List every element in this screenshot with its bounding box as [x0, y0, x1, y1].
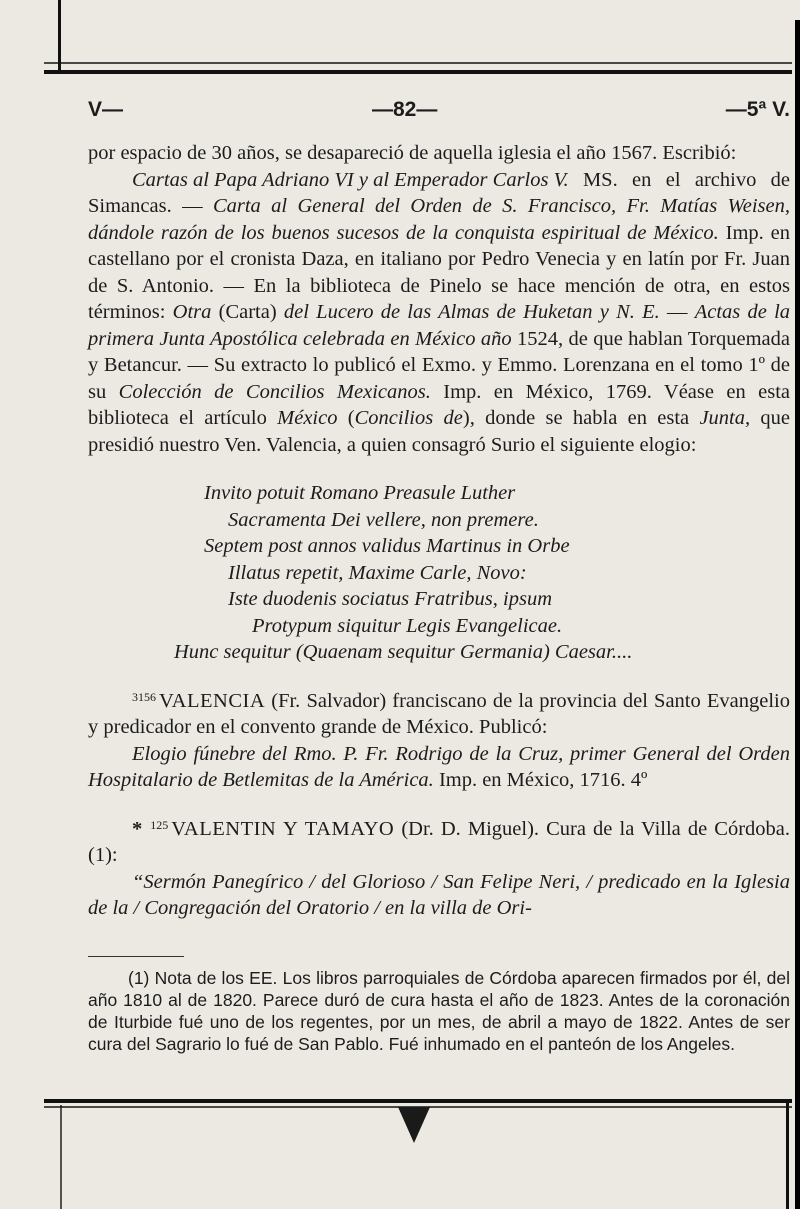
footnote: (1) Nota de los EE. Los libros parroquiales de Córdoba aparecen firmados por él, del año 1810 al de 1820. Parece duró de cura hasta el año de 1823. Antes de la coronación de Iturbide fué uno de los regentes, por un mes, de abril a mayo de 1822. Antes de ser cura del Sagrario lo fué de San Pablo. Fué inhumado en el panteón de los Angeles.	[88, 967, 790, 1054]
page-edge-shadow	[795, 20, 800, 1209]
poem-line: Iste duodenis sociatus Fratribus, ipsum	[228, 588, 553, 610]
entry-title: “Sermón Panegírico / del Glorioso / San Felipe Neri, / predicado en la Iglesia de la / Congregación del Oratorio / en la villa de Ori-	[88, 870, 790, 919]
footnote-separator	[88, 956, 184, 957]
frame-right-bottom-rule	[786, 1100, 789, 1209]
header-left: V—	[88, 98, 124, 121]
frame-top-rule-thin	[44, 62, 792, 64]
page-body	[88, 140, 790, 1055]
triangle-mark-icon	[398, 1107, 430, 1143]
footnote-label: (1)	[128, 967, 150, 988]
frame-left-bottom-rule	[60, 1105, 62, 1209]
entry-name: VALENCIA	[159, 689, 266, 712]
entry-name: VALENTIN Y TAMAYO	[171, 817, 395, 840]
poem-line: Hunc sequitur (Quaenam sequitur Germania) Caesar....	[174, 641, 633, 663]
entry-125: * $^{125}$ VALENTIN Y TAMAYO (Dr. D. Miguel). Cura de la Villa de Córdoba. (1): “Sermón Panegírico / del Glorioso / San Felipe Neri, / predicado en la Iglesia de la / Congregación del Oratorio / en la villa de Ori-	[88, 817, 790, 919]
page-number: —82—	[372, 98, 438, 121]
paragraph-1: por espacio de 30 años, se desapareció de aquella iglesia el año 1567. Escribió: Cartas al Papa Adriano VI y al Emperador Carlos V. MS. en el archivo de Simancas. — Carta al General del Orden de S. Francisco, Fr. Matías Weisen, dándole razón de los buenos sucesos de la conquista espiritual de México. Imp. en castellano por el cronista Daza, en italiano por Pedro Venecia y en latín por Fr. Juan de S. Antonio. — En la biblioteca de Pinelo se hace mención de otra, en estos términos: Otra (Carta) del Lucero de las Almas de Huketan y N. E. — Actas de la primera Junta Apostólica celebrada en México año 1524, de que hablan Torquemada y Betancur. — Su extracto lo publicó el Exmo. y Emmo. Lorenzana en el tomo 1º de su Colección de Concilios Mexicanos. Imp. en México, 1769. Véase en esta biblioteca el artículo México (Concilios de), donde se habla en esta Junta, que presidió nuestro Ven. Valencia, a quien consagró Surio el siguiente elogio:	[88, 142, 791, 456]
entry-number: 125	[150, 817, 169, 832]
entry-3156: $^{3156}$ VALENCIA (Fr. Salvador) franciscano de la provincia del Santo Evangelio y predicador en el convento grande de México. Publicó: Elogio fúnebre del Rmo. P. Fr. Rodrigo de la Cruz, primer General del Orden Hospitalario de Betlemitas de la América. Imp. en México, 1716. 4º	[88, 689, 790, 791]
poem-line: Protypum siquitur Legis Evangelicae.	[252, 614, 563, 637]
poem-line: Septem post annos validus Martinus in Orbe	[204, 535, 570, 557]
entry-title: Elogio fúnebre del Rmo. P. Fr. Rodrigo de la Cruz, primer General del Orden Hospitalario de Betlemitas de la América.	[88, 742, 790, 791]
frame-top-rule	[44, 70, 792, 74]
header-right: —5ª V.	[725, 98, 790, 121]
poem-line: Illatus repetit, Maxime Carle, Novo:	[228, 561, 527, 584]
frame-bottom-rule	[44, 1099, 792, 1103]
entry-number: 3156	[132, 689, 156, 704]
page-header	[88, 98, 790, 132]
entry-star: *	[132, 817, 143, 840]
poem-line: Invito potuit Romano Preasule Luther	[204, 482, 516, 504]
latin-poem	[88, 480, 790, 666]
poem-line: Sacramenta Dei vellere, non premere.	[228, 508, 539, 531]
